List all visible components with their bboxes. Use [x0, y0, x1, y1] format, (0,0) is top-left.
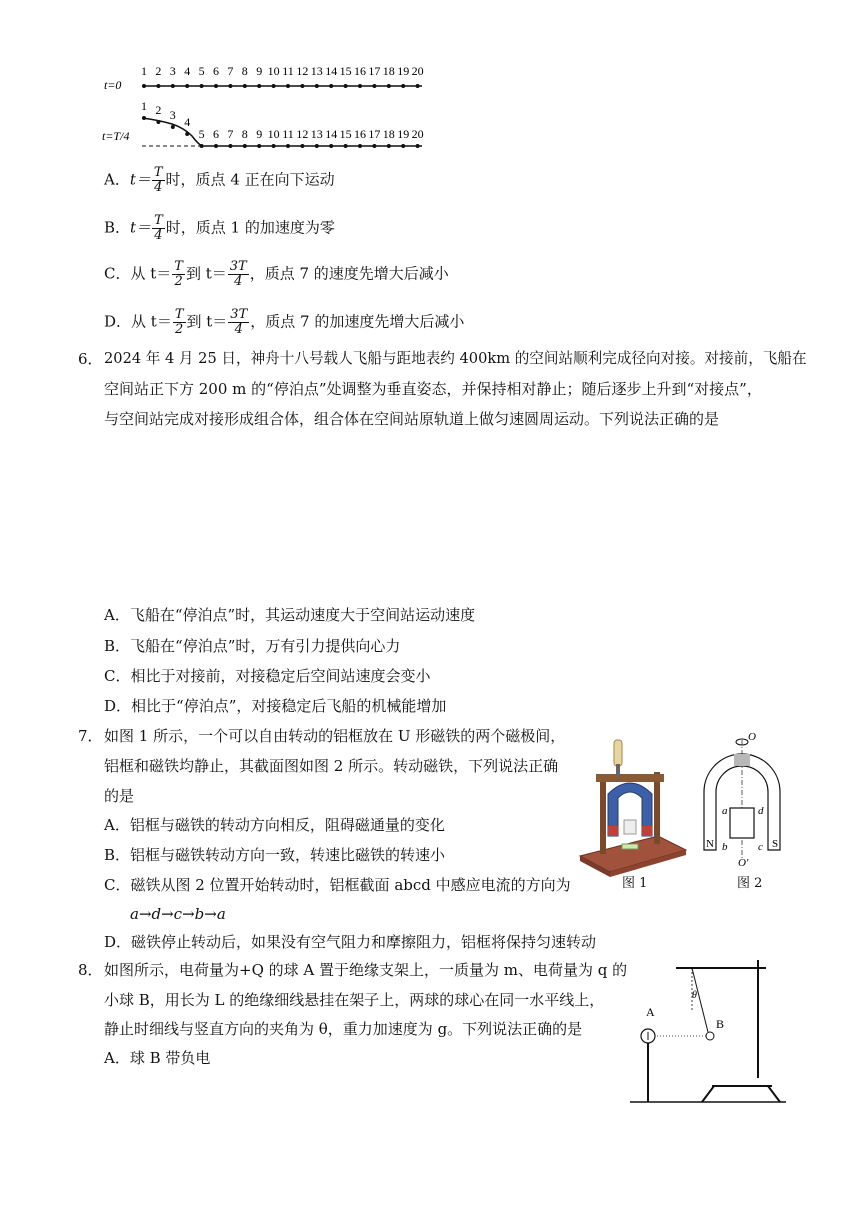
q6-stem-line1: 2024 年 4 月 25 日，神舟十八号载人飞船与距地表约 400km 的空间站顺利完成径向对接。对接前，飞船在 [104, 350, 807, 367]
row1-particle-label: 5 [198, 64, 205, 78]
q7-option-b: B．铝框与磁铁转动方向一致，转速比磁铁的转速小 [104, 846, 446, 864]
row1-particle-10 [272, 84, 276, 88]
label-O-prime: O′ [738, 857, 749, 869]
row2-particle-18 [387, 144, 391, 148]
row2-particle-label: 19 [397, 127, 410, 141]
q7-stem-line2: 铝框和磁铁均静止，其截面图如图 2 所示。转动磁铁，下列说法正确 [104, 757, 559, 775]
q8-figure [626, 956, 790, 1106]
row1-particle-label: 13 [310, 64, 323, 78]
row1-particle-2 [156, 84, 160, 88]
row1-particle-18 [387, 84, 391, 88]
row2-particle-8 [243, 144, 247, 148]
row2-particle-3 [171, 125, 175, 129]
row1-particle-label: 20 [411, 64, 424, 78]
row2-particle-17 [372, 144, 376, 148]
row2-particle-label: 16 [354, 127, 366, 141]
row1-time-label: t=0 [104, 78, 122, 92]
row2-particle-label: 7 [227, 127, 234, 141]
row1-particle-label: 19 [397, 64, 410, 78]
q7-option-d: D．磁铁停止转动后，如果没有空气阻力和摩擦阻力，铝框将保持匀速转动 [104, 933, 597, 951]
row2-particle-9 [257, 144, 261, 148]
row1-particle-14 [329, 84, 333, 88]
row2-particle-14 [329, 144, 333, 148]
row2-particle-label: 6 [213, 127, 219, 141]
q7-number: 7． [78, 727, 103, 745]
q6-stem-line2: 空间站正下方 200 m 的“停泊点”处调整为垂直姿态，并保持相对静止；随后逐步上升到“对接点”， [104, 380, 762, 398]
label-S: S [772, 838, 779, 850]
label-O: O [748, 731, 756, 743]
row1-particle-label: 3 [169, 64, 176, 78]
row2-particle-label: 1 [141, 99, 147, 113]
row2-particle-label: 2 [155, 103, 162, 117]
row2-particle-7 [228, 144, 232, 148]
row2-particle-label: 5 [198, 127, 205, 141]
row1-particle-6 [214, 84, 218, 88]
row2-particle-16 [358, 144, 362, 148]
row1-particle-label: 10 [267, 64, 280, 78]
aluminum-frame [730, 808, 754, 838]
row2-particle-label: 8 [241, 127, 248, 141]
row1-particle-19 [401, 84, 405, 88]
q6-option-c: C．相比于对接前，对接稳定后空间站速度会变小 [104, 667, 431, 685]
row1-particle-8 [243, 84, 247, 88]
row2-particle-10 [272, 144, 276, 148]
row1-particle-7 [228, 84, 232, 88]
q8-stem-line2: 小球 B，用长为 L 的绝缘细线悬挂在架子上，两球的球心在同一水平线上， [104, 991, 605, 1009]
row2-time-label: t=T/4 [102, 129, 130, 143]
row1-particle-3 [171, 84, 175, 88]
q6-option-b: B．飞船在“停泊点”时，万有引力提供向心力 [104, 637, 401, 655]
row2-particle-5 [200, 144, 204, 148]
row2-particle-label: 14 [325, 127, 338, 141]
q7-option-a: A．铝框与磁铁的转动方向相反，阻碍磁通量的变化 [104, 816, 445, 834]
row1-particle-label: 6 [213, 64, 219, 78]
row2-particle-label: 13 [310, 127, 323, 141]
row2-particle-label: 9 [256, 127, 263, 141]
row1-particle-label: 18 [382, 64, 395, 78]
q7-option-c-current-path: a→d→c→b→a [130, 905, 226, 923]
row1-particle-20 [416, 84, 420, 88]
label-c: c [758, 841, 763, 853]
row2-particle-1 [142, 116, 146, 120]
q6-number: 6． [78, 350, 103, 368]
row1-particle-5 [200, 84, 204, 88]
row2-particle-2 [156, 120, 160, 124]
figure-2-caption: 图 2 [737, 876, 763, 891]
label-ball-B: B [716, 1017, 725, 1031]
row1-particle-17 [372, 84, 376, 88]
q6-stem-line3: 与空间站完成对接形成组合体，组合体在空间站原轨道上做匀速圆周运动。下列说法正确的是 [104, 410, 720, 428]
q7-stem-line3: 的是 [104, 787, 135, 805]
row1-particle-4 [185, 84, 189, 88]
row2-particle-label: 15 [339, 127, 352, 141]
row1-particle-11 [286, 84, 290, 88]
row1-particle-label: 9 [256, 64, 263, 78]
row1-particle-label: 17 [368, 64, 381, 78]
row1-particle-label: 1 [141, 64, 147, 78]
row1-particle-label: 8 [241, 64, 248, 78]
row2-particle-label: 17 [368, 127, 381, 141]
row2-particle-label: 10 [267, 127, 280, 141]
figure-1-apparatus [574, 736, 692, 892]
row1-particle-label: 2 [155, 64, 162, 78]
wave-figure [96, 58, 436, 158]
row2-particle-6 [214, 144, 218, 148]
row2-particle-label: 11 [282, 127, 294, 141]
q8-stem-line1: 如图所示，电荷量为+Q 的球 A 置于绝缘支架上，一质量为 m、电荷量为 q 的 [104, 961, 628, 979]
row2-particle-11 [286, 144, 290, 148]
row2-particle-label: 20 [411, 127, 424, 141]
q8-stem-line3: 静止时细线与竖直方向的夹角为 θ，重力加速度为 g。下列说法正确的是 [104, 1020, 583, 1038]
q5-option-a: A．t＝ $\frac{T}{4}$ 时，质点 4 正在向下运动 [104, 165, 335, 195]
row2-particle-label: 18 [382, 127, 395, 141]
row1-particle-label: 11 [282, 64, 294, 78]
q6-option-d: D．相比于“停泊点”，对接稳定后飞船的机械能增加 [104, 697, 447, 715]
label-theta: θ [692, 990, 697, 1001]
label-N: N [706, 838, 714, 850]
label-a: a [722, 805, 728, 817]
figure-2-cross-section [698, 730, 802, 870]
q8-option-a: A．球 B 带负电 [104, 1049, 211, 1067]
row2-particle-19 [401, 144, 405, 148]
q5-option-d: D．从 t＝ $\frac{T}{2}$ 到 t＝ $\frac{3T}{4}$ ，质点 7 的加速度先增大后减小 [104, 307, 465, 337]
q8-number: 8． [78, 961, 103, 979]
row1-particle-label: 12 [296, 64, 309, 78]
row1-particle-label: 14 [325, 64, 338, 78]
row1-particle-12 [300, 84, 304, 88]
row1-particle-1 [142, 84, 146, 88]
row2-particle-label: 4 [184, 115, 191, 129]
figure-1-caption: 图 1 [622, 876, 648, 891]
row2-particle-20 [416, 144, 420, 148]
row2-particle-12 [300, 144, 304, 148]
label-b: b [722, 841, 728, 853]
row2-particle-13 [315, 144, 319, 148]
row2-particle-4 [185, 132, 189, 136]
label-ball-A: A [646, 1005, 655, 1019]
row2-particle-label: 3 [169, 108, 176, 122]
q7-option-c: C．磁铁从图 2 位置开始转动时，铝框截面 abcd 中感应电流的方向为 [104, 876, 571, 894]
q5-option-b: B．t＝ $\frac{T}{4}$ 时，质点 1 的加速度为零 [104, 213, 335, 243]
row1-particle-15 [344, 84, 348, 88]
row1-particle-13 [315, 84, 319, 88]
row2-particle-label: 12 [296, 127, 309, 141]
row1-particle-label: 15 [339, 64, 352, 78]
q6-option-a: A．飞船在“停泊点”时，其运动速度大于空间站运动速度 [104, 606, 476, 624]
q7-stem-line1: 如图 1 所示，一个可以自由转动的铝框放在 U 形磁铁的两个磁极间， [104, 727, 566, 745]
row1-particle-9 [257, 84, 261, 88]
row1-particle-16 [358, 84, 362, 88]
row1-particle-label: 7 [227, 64, 234, 78]
row1-particle-label: 16 [354, 64, 366, 78]
row1-particle-label: 4 [184, 64, 191, 78]
row2-particle-15 [344, 144, 348, 148]
label-d: d [758, 805, 764, 817]
q5-option-c: C．从 t＝ $\frac{T}{2}$ 到 t＝ $\frac{3T}{4}$ ，质点 7 的速度先增大后减小 [104, 259, 449, 289]
